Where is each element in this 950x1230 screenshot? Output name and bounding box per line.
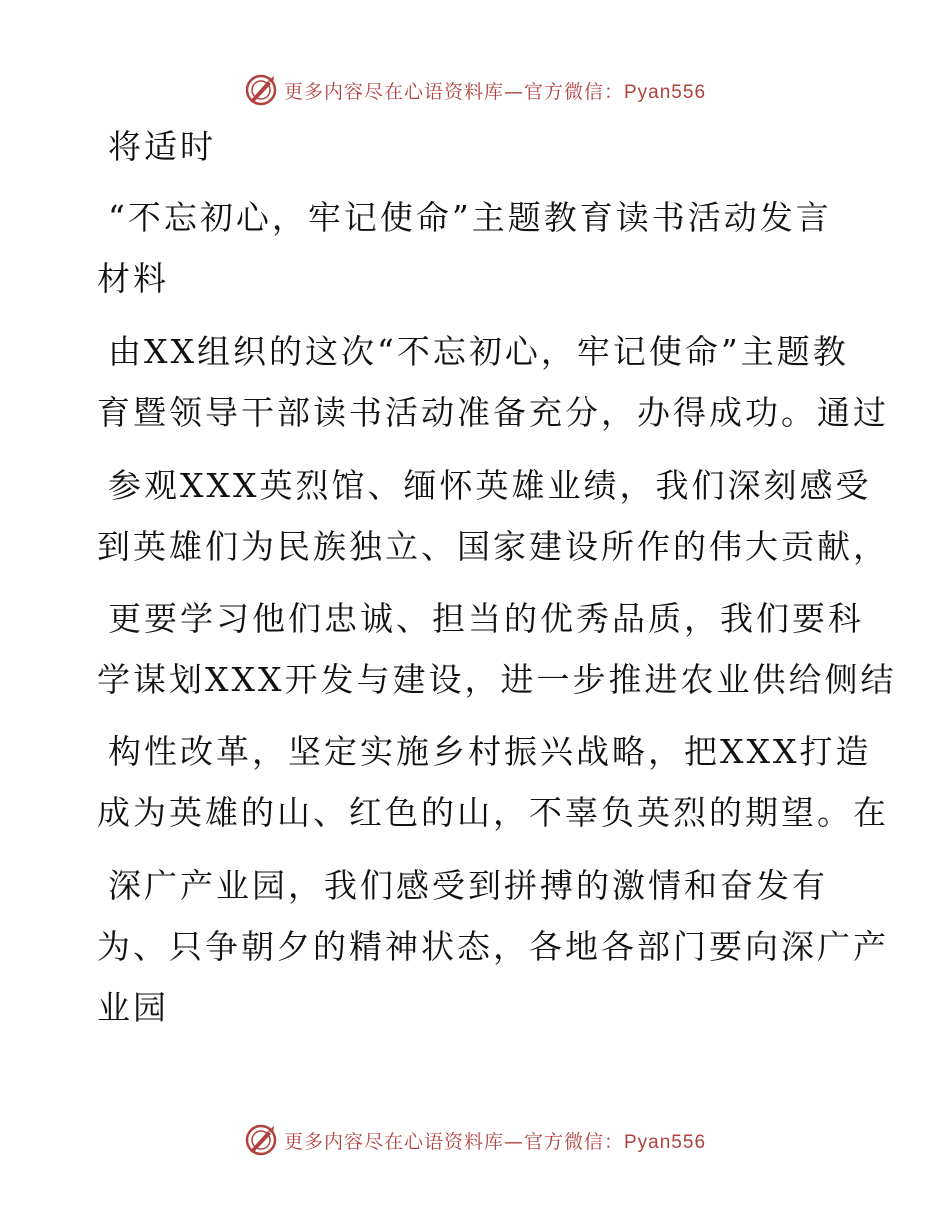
header-watermark <box>0 70 950 110</box>
text-line: 到英雄们为民族独立、国家建设所作的伟大贡献， <box>97 527 889 566</box>
text-line: 学谋划XXX开发与建设，进一步推进农业供给侧结 <box>97 660 897 699</box>
watermark-text: 更多内容尽在心语资料库—官方微信：Pyan556 <box>283 80 707 103</box>
document-title-line-1: “不忘初心，牢记使命”主题教育读书活动发言 <box>108 198 832 237</box>
text-line: 更要学习他们忠诚、担当的优秀品质，我们要科 <box>108 599 864 638</box>
text-line: 将适时 <box>108 127 216 166</box>
text-line: 成为英雄的山、红色的山，不辜负英烈的期望。在 <box>97 793 889 832</box>
text-line: 参观XXX英烈馆、缅怀英雄业绩，我们深刻感受 <box>108 466 872 505</box>
text-line: 构性改革，坚定实施乡村振兴战略，把XXX打造 <box>108 732 872 771</box>
text-line: 为、只争朝夕的精神状态，各地各部门要向深广产 <box>97 927 889 966</box>
watermark-text: 更多内容尽在心语资料库—官方微信：Pyan556 <box>283 1130 707 1153</box>
watermark-contact: Pyan556 <box>624 81 707 103</box>
quill-seal-icon <box>244 73 278 107</box>
quill-seal-icon <box>244 1123 278 1157</box>
text-line: 育暨领导干部读书活动准备充分，办得成功。通过 <box>97 393 889 432</box>
footer-watermark <box>0 1120 950 1160</box>
watermark-contact: Pyan556 <box>624 1131 707 1153</box>
text-line: 由XX组织的这次“不忘初心，牢记使命”主题教 <box>108 332 849 371</box>
text-line: 深广产业园，我们感受到拼搏的激情和奋发有 <box>108 866 828 905</box>
document-title-line-2: 材料 <box>97 259 169 298</box>
text-line: 业园 <box>97 988 169 1027</box>
